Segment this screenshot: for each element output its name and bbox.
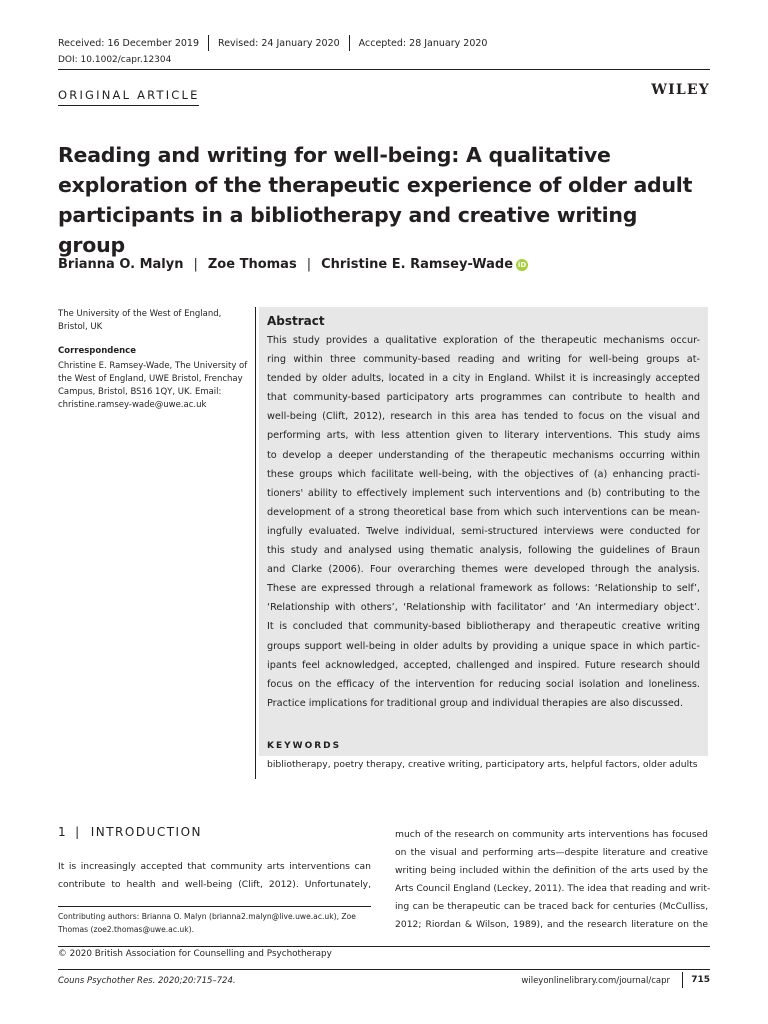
body-column-right — [395, 826, 711, 934]
page-number: 715 — [691, 975, 710, 985]
body-line: contribute to health and well-being (Clift, 2012). Unfortunately, — [58, 879, 371, 890]
correspondence-text: Christine E. Ramsey-Wade, The University of the West of England, UWE Bristol, Frenchay Campus, Bristol, BS16 1QY, UK. Email: christine.ramsey-wade@uwe.ac.uk — [58, 361, 248, 410]
footer-rule — [58, 969, 710, 970]
abstract-line: well-being (Clift, 2012), research in this area has tended to focus on the visual and — [267, 411, 700, 423]
abstract-line: This study provides a qualitative exploration of the therapeutic mechanisms occur- — [267, 335, 700, 346]
abstract-left-rule — [255, 307, 256, 779]
author-list: Brianna O. Malyn | Zoe Thomas | Christine E. Ramsey-Wade iD — [58, 257, 527, 272]
keywords-list: bibliotherapy, poetry therapy, creative writing, participatory arts, helpful factors, older adults — [267, 759, 698, 770]
journal-citation: Couns Psychother Res. 2020;20:715–724. — [58, 976, 236, 986]
abstract-heading: Abstract — [267, 314, 325, 328]
date-separator — [208, 35, 209, 51]
article-title: Reading and writing for well-being: A qualitative exploration of the therapeutic experience of older adult participants in a bibliotherapy and creative writing group — [58, 143, 693, 257]
revised-date: Revised: 24 January 2020 — [218, 37, 340, 49]
abstract-line: tioners' ability to effectively implement such interventions and (b) contributing to the — [267, 487, 700, 499]
abstract-text — [267, 331, 700, 713]
section-divider: | — [75, 825, 81, 839]
history-dates — [58, 35, 487, 51]
section-title: INTRODUCTION — [90, 825, 203, 839]
abstract-line: performing arts, with less attention given to literary interventions. This study aims — [267, 430, 700, 442]
body-line: It is increasingly accepted that community arts interventions can — [58, 861, 371, 872]
copyright: © 2020 British Association for Counselling and Psychotherapy — [58, 949, 332, 959]
abstract-line: These are expressed through a relational framework as follows: ‘Relationship to self’, — [267, 583, 700, 595]
abstract-line: focus on the efficacy of the intervention for reducing social isolation and loneliness. — [267, 678, 700, 690]
abstract-line: and Clarke (2006). Four overarching themes were developed through the analysis. — [267, 564, 700, 576]
body-line: 2012; Riordan & Wilson, 1989), and the research literature on the — [395, 919, 708, 930]
abstract-line: to develop a deeper understanding of the therapeutic mechanisms occurring within — [267, 449, 700, 461]
section-heading — [58, 825, 202, 839]
author-name[interactable]: Zoe Thomas — [207, 257, 297, 272]
publisher-logo: WILEY — [651, 82, 710, 98]
article-type: ORIGINAL ARTICLE — [58, 88, 200, 102]
body-line: much of the research on community arts interventions has focused — [395, 829, 708, 840]
abstract-line: ipants feel acknowledged, accepted, challenged and inspired. Future research should — [267, 659, 700, 671]
date-separator — [349, 35, 350, 51]
abstract-line: Practice implications for traditional group and individual therapies are also discussed. — [267, 697, 684, 709]
accepted-date: Accepted: 28 January 2020 — [358, 37, 488, 49]
abstract-line: that community-based participatory arts programmes can contribute to health and — [267, 392, 700, 404]
abstract-line: tended by older adults, located in a city in England. Whilst it is increasingly accepted — [267, 373, 700, 385]
received-date: Received: 16 December 2019 — [58, 37, 200, 49]
abstract-line: this study and analysed using thematic analysis, following the guidelines of Braun — [267, 545, 700, 557]
body-line: Arts Council England (Leckey, 2011). The idea that reading and writ- — [395, 883, 711, 894]
keywords-heading: KEYWORDS — [267, 741, 342, 751]
journal-website-link[interactable]: wileyonlinelibrary.com/journal/capr — [521, 976, 670, 986]
section-number: 1 — [58, 825, 68, 839]
page-number-divider — [682, 972, 683, 988]
footnote-rule — [58, 906, 371, 907]
abstract-line: these groups which facilitate well-being, with the objectives of (a) enhancing practi- — [267, 468, 700, 480]
abstract-line: ingfully evaluated. Twelve individual, semi-structured interviews were conducted for — [267, 525, 700, 537]
abstract-line: ‘Relationship with others’, ‘Relationship with facilitator’ and ‘An intermediary object’. — [267, 602, 700, 614]
author-name[interactable]: Christine E. Ramsey-Wade — [321, 257, 514, 272]
orcid-icon[interactable]: iD — [517, 260, 527, 269]
body-column-left — [58, 858, 371, 894]
abstract-line: groups support well-being in older adults by providing a unique space in which partic- — [267, 640, 700, 652]
footer-rule — [58, 946, 710, 947]
body-line: writing being included within the definition of the arts used by the — [395, 865, 708, 876]
body-line: on the visual and performing arts—despite literature and creative — [395, 847, 708, 858]
abstract-line: ring within three community-based reading and writing for well-being groups at- — [267, 354, 700, 366]
abstract-line: It is concluded that community-based bibliotherapy and therapeutic creative writing — [267, 621, 700, 633]
author-name[interactable]: Brianna O. Malyn — [58, 257, 184, 272]
correspondence-heading: Correspondence — [58, 346, 136, 356]
article-type-underline — [58, 105, 199, 106]
abstract-box — [259, 307, 708, 756]
header-rule — [58, 69, 710, 70]
doi[interactable]: DOI: 10.1002/capr.12304 — [58, 55, 172, 65]
affiliation: The University of the West of England, Bristol, UK — [58, 309, 222, 332]
abstract-line: development of a strong theoretical base from which such interventions can be mean- — [267, 506, 700, 518]
contributing-authors-footnote: Contributing authors: Brianna O. Malyn (brianna2.malyn@live.uwe.ac.uk), Zoe Thomas (zoe2.thomas@uwe.ac.uk). — [58, 912, 356, 934]
body-line: ing can be therapeutic can be traced back for centuries (McCulliss, — [395, 901, 708, 912]
